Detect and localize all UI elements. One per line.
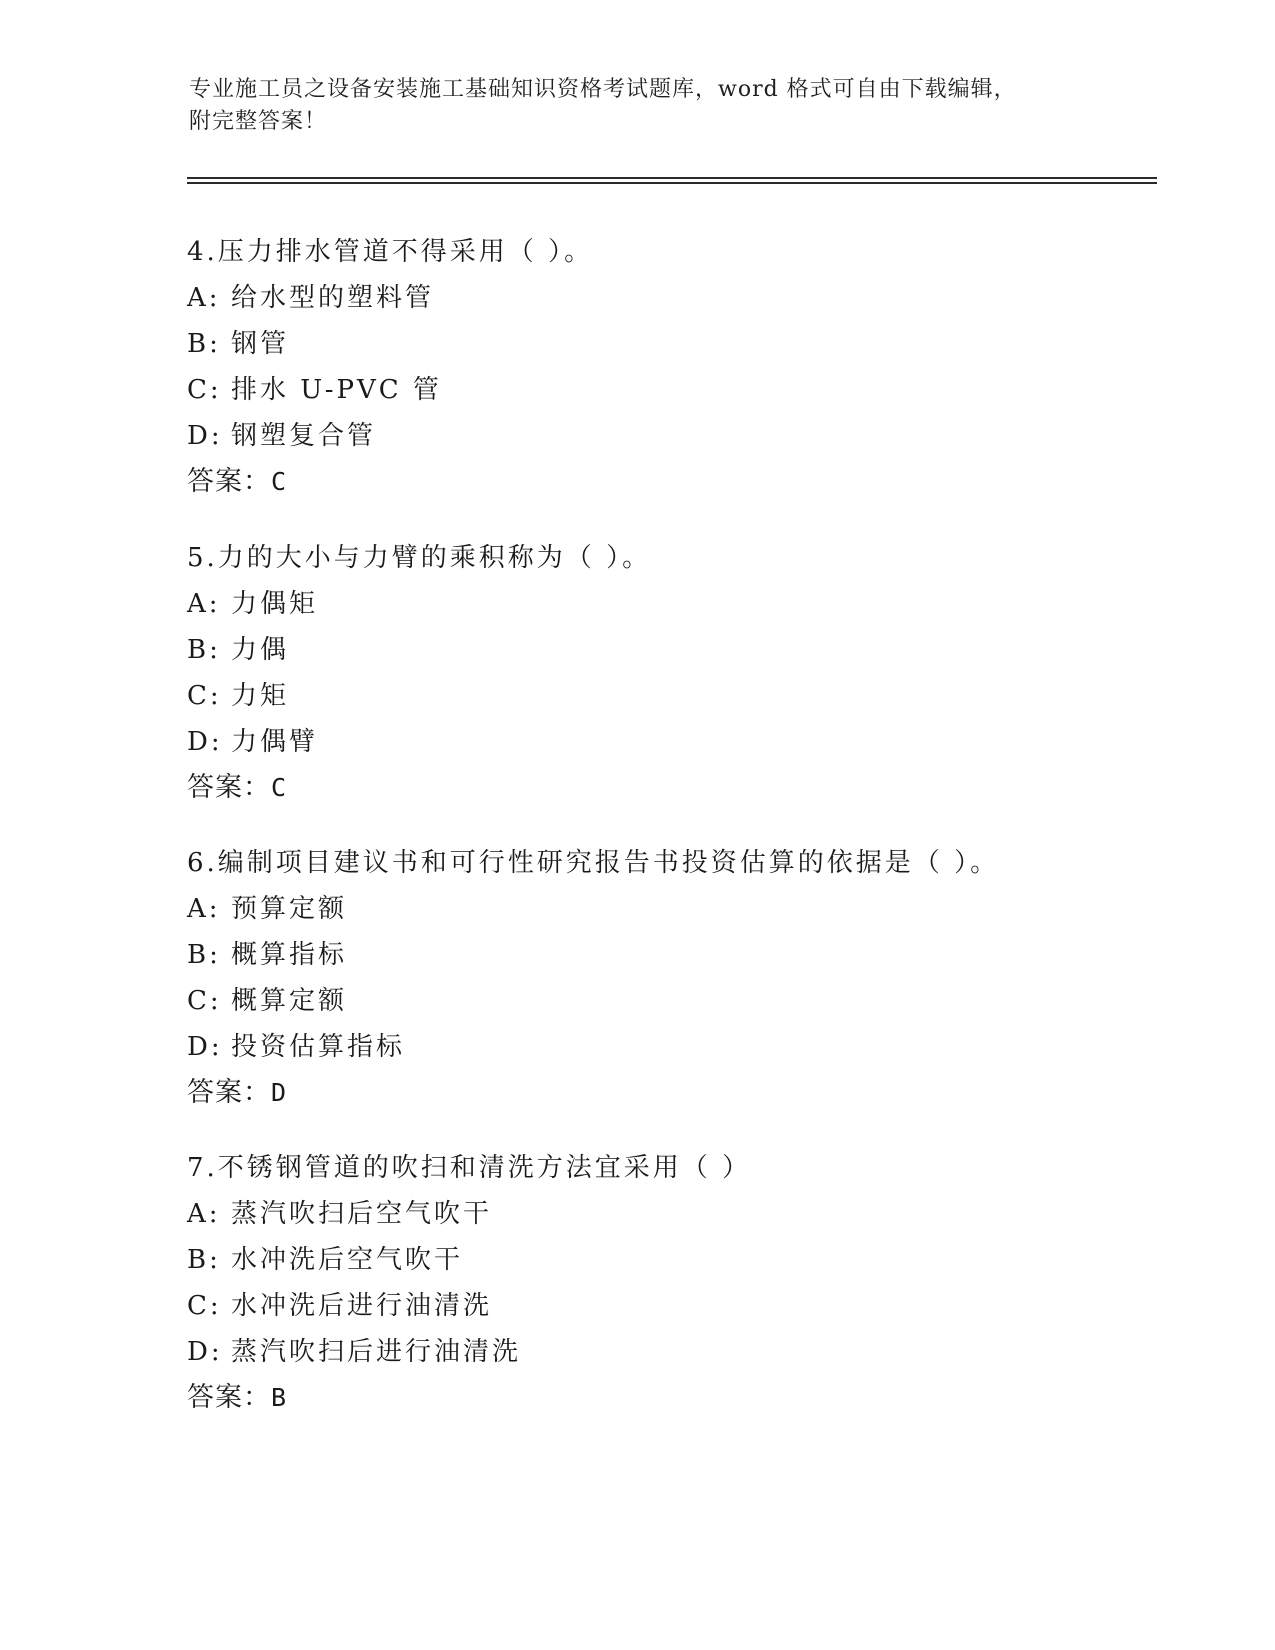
option-letter: B:: [187, 1245, 221, 1275]
answer-line: [187, 765, 1147, 811]
header-line-1: 专业施工员之设备安装施工基础知识资格考试题库，word 格式可自由下载编辑，: [189, 77, 1017, 102]
option-a: [187, 886, 1147, 932]
option-letter: D:: [187, 727, 223, 757]
question-stem: 4.压力排水管道不得采用（ ）。: [187, 237, 594, 267]
option-text: 概算指标: [231, 940, 348, 970]
option-letter: A:: [187, 589, 221, 619]
question-stem: 6.编制项目建议书和可行性研究报告书投资估算的依据是（ ）。: [187, 848, 1000, 878]
answer-line: [187, 459, 1147, 505]
option-text: 水冲洗后空气吹干: [231, 1245, 464, 1275]
option-letter: A:: [187, 894, 221, 924]
option-letter: D:: [187, 1032, 223, 1062]
option-letter: C:: [187, 986, 222, 1016]
question-7: [187, 1145, 1147, 1421]
option-d: [187, 719, 1147, 765]
option-c: [187, 673, 1147, 719]
option-c: [187, 367, 1147, 413]
answer-value: C: [271, 773, 288, 802]
question-5: [187, 535, 1147, 811]
option-b: [187, 321, 1147, 367]
option-text: 力偶矩: [231, 589, 319, 619]
option-b: [187, 1237, 1147, 1283]
option-a: [187, 1191, 1147, 1237]
question-4: [187, 229, 1147, 505]
answer-label: 答案：: [187, 466, 271, 497]
option-text: 力矩: [231, 681, 290, 711]
option-text: 预算定额: [231, 894, 348, 924]
option-letter: B:: [187, 329, 221, 359]
option-b: [187, 627, 1147, 673]
question-stem: 5.力的大小与力臂的乘积称为（ ）。: [187, 543, 652, 573]
option-text: 投资估算指标: [231, 1032, 406, 1062]
option-text: 概算定额: [231, 986, 348, 1016]
question-stem: 7.不锈钢管道的吹扫和清洗方法宜采用（ ）: [187, 1153, 752, 1183]
option-letter: B:: [187, 635, 221, 665]
option-letter: D:: [187, 1337, 223, 1367]
answer-line: [187, 1070, 1147, 1116]
option-letter: A:: [187, 1199, 221, 1229]
option-a: [187, 275, 1147, 321]
header-divider-bottom: [187, 182, 1157, 184]
option-text: 排水 U-PVC 管: [231, 375, 442, 405]
option-letter: C:: [187, 1291, 222, 1321]
answer-label: 答案：: [187, 1077, 271, 1108]
answer-value: D: [271, 1078, 288, 1107]
option-text: 蒸汽吹扫后进行油清洗: [231, 1337, 522, 1367]
option-c: [187, 1283, 1147, 1329]
option-d: [187, 413, 1147, 459]
option-c: [187, 978, 1147, 1024]
answer-value: C: [271, 467, 288, 496]
option-text: 钢塑复合管: [231, 421, 377, 451]
option-text: 给水型的塑料管: [231, 283, 435, 313]
option-letter: C:: [187, 681, 222, 711]
option-text: 蒸汽吹扫后空气吹干: [231, 1199, 493, 1229]
option-letter: C:: [187, 375, 222, 405]
document-header: [189, 74, 1089, 138]
option-a: [187, 581, 1147, 627]
header-line-2: 附完整答案！: [189, 109, 328, 134]
option-b: [187, 932, 1147, 978]
option-letter: B:: [187, 940, 221, 970]
option-text: 力偶: [231, 635, 290, 665]
option-letter: D:: [187, 421, 223, 451]
option-text: 水冲洗后进行油清洗: [231, 1291, 493, 1321]
header-divider-top: [187, 177, 1157, 179]
answer-label: 答案：: [187, 772, 271, 803]
answer-value: B: [271, 1383, 288, 1412]
option-text: 力偶臂: [231, 727, 319, 757]
answer-line: [187, 1375, 1147, 1421]
question-6: [187, 840, 1147, 1116]
option-d: [187, 1024, 1147, 1070]
option-d: [187, 1329, 1147, 1375]
option-letter: A:: [187, 283, 221, 313]
option-text: 钢管: [231, 329, 290, 359]
answer-label: 答案：: [187, 1382, 271, 1413]
